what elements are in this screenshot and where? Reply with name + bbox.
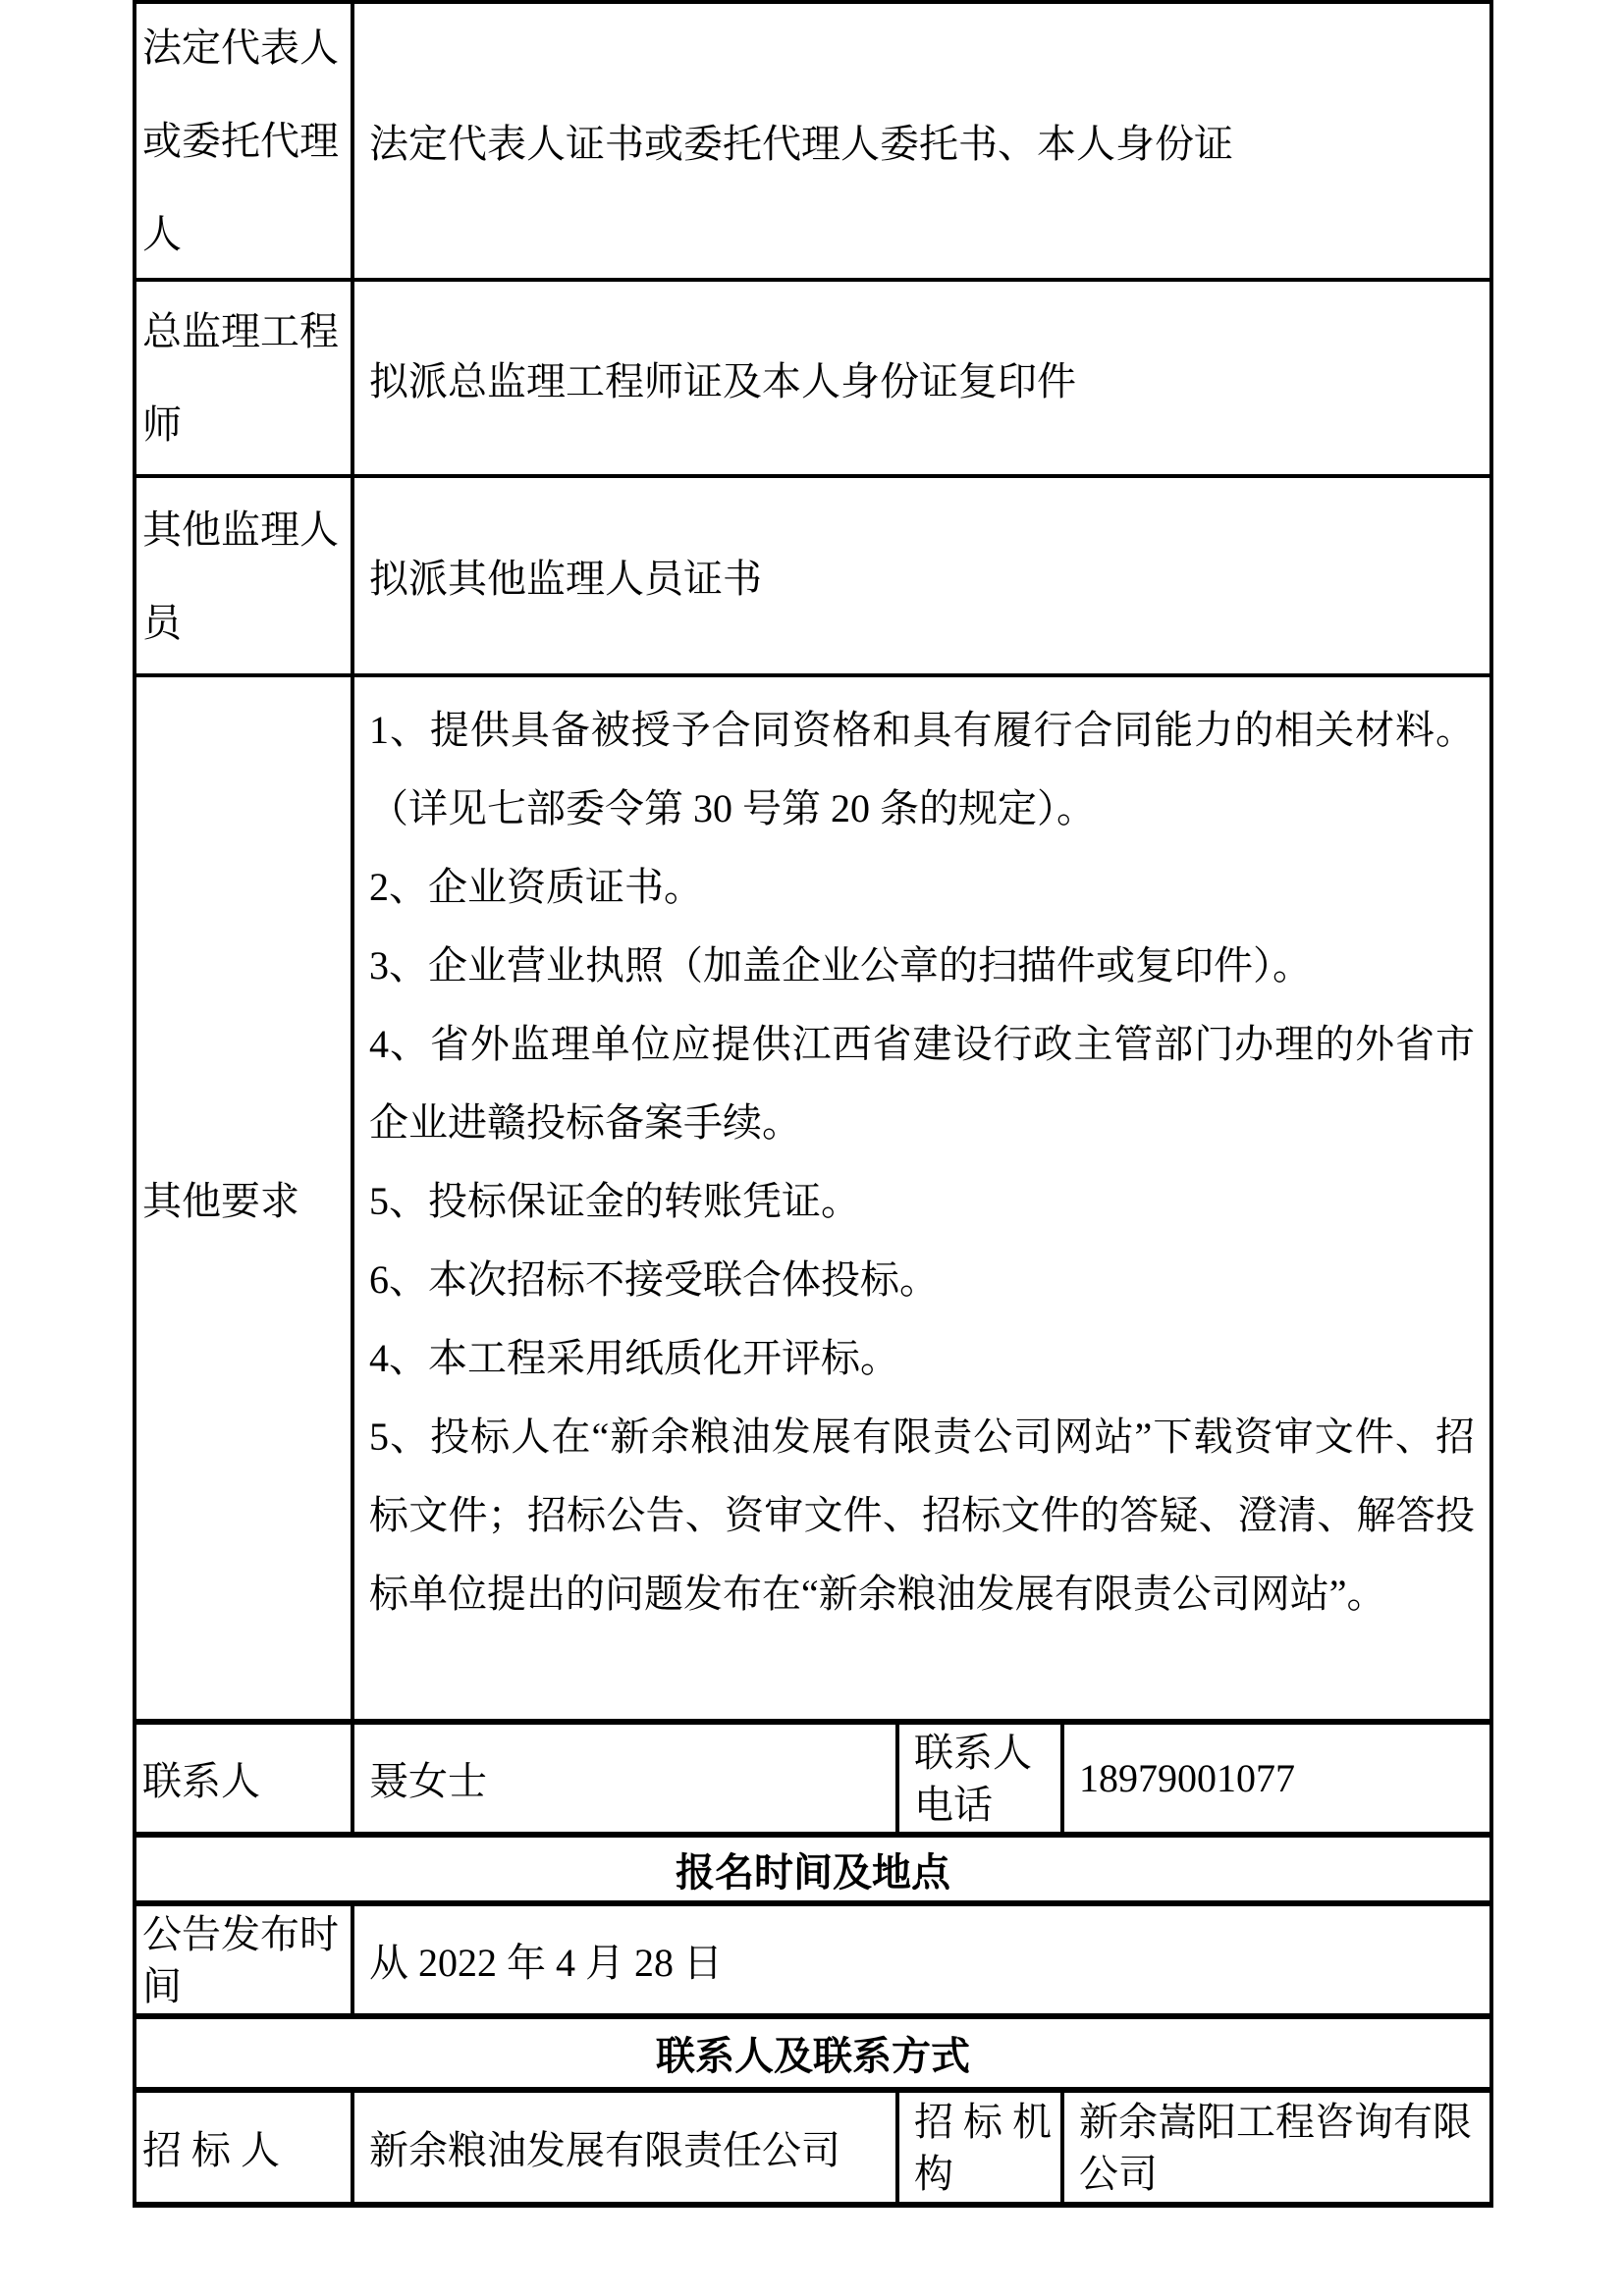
table-row-tenderer — [136, 2093, 1489, 2202]
requirement-item: 3、企业营业执照（加盖企业公章的扫描件或复印件）。 — [369, 943, 1312, 988]
tenderer-name: 新余粮油发展有限责任公司 — [354, 2093, 899, 2202]
signup-section-title: 报名时间及地点 — [676, 1850, 950, 1895]
requirement-item: 5、投标保证金的转账凭证。 — [369, 1179, 860, 1223]
other-requirements-label: 其他要求 — [136, 677, 354, 1719]
tenderer-label: 招 标 人 — [136, 2093, 354, 2202]
other-requirements-list — [354, 677, 1489, 1719]
requirement-item: 5、投标人在“新余粮油发展有限责公司网站”下载资审文件、招标文件；招标公告、资审文件、招标文件的答疑、澄清、解答投标单位提出的问题发布在“新余粮油发展有限责公司网站”。 — [369, 1415, 1475, 1616]
table-row-chief-engineer — [136, 282, 1489, 478]
requirement-item: 4、本工程采用纸质化开评标。 — [369, 1336, 899, 1380]
tender-info-table — [133, 0, 1493, 2208]
table-row-signup-header — [136, 1838, 1489, 1906]
contact-phone-label: 联系人电话 — [899, 1725, 1064, 1832]
announce-time-label: 公告发布时间 — [136, 1906, 354, 2013]
requirement-item: 4、省外监理单位应提供江西省建设行政主管部门办理的外省市企业进赣投标备案手续。 — [369, 1022, 1475, 1145]
requirement-item: 6、本次招标不接受联合体投标。 — [369, 1257, 939, 1302]
table-row-contact — [136, 1725, 1489, 1838]
requirement-item: 2、企业资质证书。 — [369, 865, 703, 909]
agency-label: 招 标 机构 — [899, 2093, 1064, 2202]
contact-name: 聂女士 — [354, 1725, 899, 1832]
announce-time-value: 从 2022 年 4 月 28 日 — [369, 1941, 723, 1985]
other-staff-label: 其他监理人员 — [136, 478, 354, 673]
contact-section-title: 联系人及联系方式 — [656, 2035, 970, 2078]
table-row-announce-time — [136, 1906, 1489, 2019]
requirement-item: 1、提供具备被授予合同资格和具有履行合同能力的相关材料。（详见七部委令第 30 号第 20 条的规定）。 — [369, 708, 1475, 830]
table-row-other-staff — [136, 478, 1489, 677]
contact-phone-number: 18979001077 — [1079, 1756, 1295, 1800]
legal-rep-label: 法定代表人或委托代理人 — [136, 4, 354, 278]
legal-rep-value: 法定代表人证书或委托代理人委托书、本人身份证 — [369, 122, 1233, 166]
chief-engineer-value: 拟派总监理工程师证及本人身份证复印件 — [369, 358, 1076, 403]
table-row-other-requirements — [136, 677, 1489, 1725]
agency-name: 新余嵩阳工程咨询有限公司 — [1079, 2099, 1472, 2196]
contact-label: 联系人 — [136, 1725, 354, 1832]
table-row-contact-header — [136, 2019, 1489, 2093]
other-staff-value: 拟派其他监理人员证书 — [369, 557, 762, 601]
table-row-legal-rep — [136, 4, 1489, 282]
chief-engineer-label: 总监理工程师 — [136, 282, 354, 474]
